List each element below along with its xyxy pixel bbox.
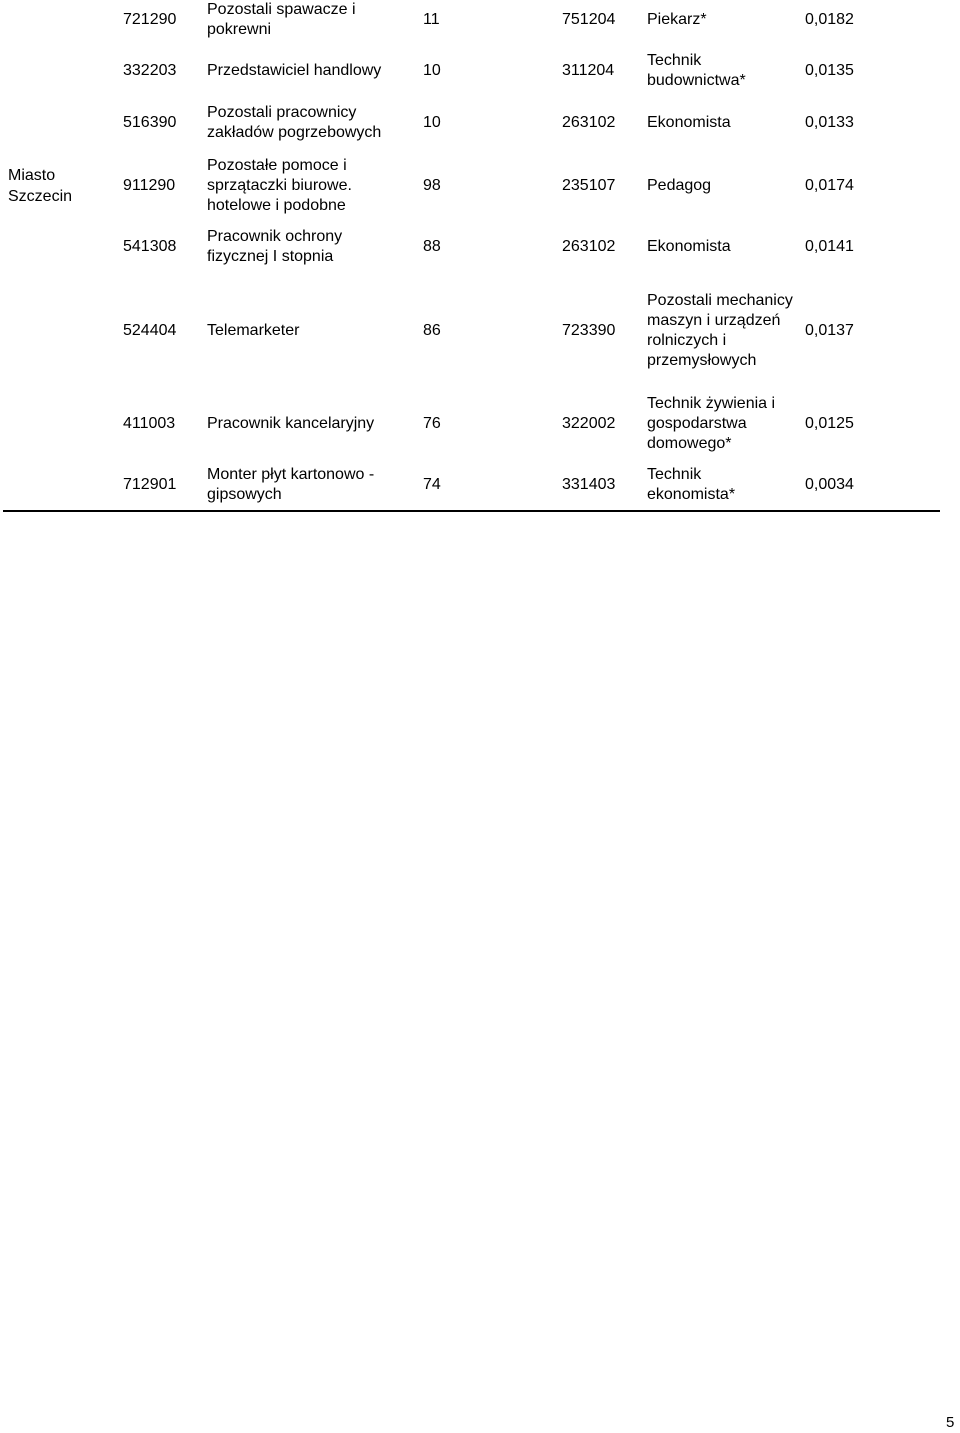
related-code: 263102 xyxy=(562,238,616,255)
table-row xyxy=(0,155,940,217)
ratio-value: 0,0133 xyxy=(805,114,854,131)
occupation-code: 516390 xyxy=(123,114,177,131)
table-row xyxy=(0,103,940,143)
table-row xyxy=(0,51,940,91)
occupation-count: 98 xyxy=(423,177,441,194)
related-code: 235107 xyxy=(562,177,616,194)
occupation-count: 11 xyxy=(423,11,440,28)
ratio-value: 0,0125 xyxy=(805,415,854,432)
related-code: 311204 xyxy=(562,62,615,79)
ratio-value: 0,0137 xyxy=(805,322,854,339)
related-name: Ekonomista xyxy=(647,238,731,255)
ratio-value: 0,0182 xyxy=(805,11,854,28)
occupation-name: Telemarketer xyxy=(207,322,300,339)
related-code: 723390 xyxy=(562,322,616,339)
occupation-count: 88 xyxy=(423,238,441,255)
occupation-code: 911290 xyxy=(123,177,176,194)
table-bottom-rule xyxy=(3,510,940,512)
related-code: 331403 xyxy=(562,476,616,493)
occupation-code: 541308 xyxy=(123,238,177,255)
occupation-count: 74 xyxy=(423,476,441,493)
occupation-count: 10 xyxy=(423,62,441,79)
related-name: Pedagog xyxy=(647,177,712,194)
occupation-code: 712901 xyxy=(123,476,177,493)
occupation-name: Przedstawiciel handlowy xyxy=(207,62,382,79)
occupation-code: 411003 xyxy=(123,415,176,432)
ratio-value: 0,0034 xyxy=(805,476,854,493)
related-code: 751204 xyxy=(562,11,616,28)
occupation-name: Monter płyt kartonowo - gipsowych xyxy=(207,466,375,503)
related-name: Piekarz* xyxy=(647,11,707,28)
occupation-name: Pozostali pracownicy zakładów pogrzebowych xyxy=(207,104,382,141)
related-code: 263102 xyxy=(562,114,616,131)
region-label: Miasto Szczecin xyxy=(8,167,73,205)
occupation-count: 86 xyxy=(423,322,441,339)
ratio-value: 0,0135 xyxy=(805,62,854,79)
table-row xyxy=(0,0,940,40)
occupation-name: Pracownik kancelaryjny xyxy=(207,415,375,432)
table-row xyxy=(0,393,940,455)
ratio-value: 0,0174 xyxy=(805,177,854,194)
table-row xyxy=(0,279,940,383)
occupation-code: 721290 xyxy=(123,11,177,28)
occupation-count: 10 xyxy=(423,114,441,131)
related-name: Technik żywienia i gospodarstwa domowego* xyxy=(647,395,776,452)
occupation-name: Pozostali spawacze i pokrewni xyxy=(207,1,356,38)
table-row xyxy=(0,465,940,505)
page-number: 5 xyxy=(946,1414,955,1431)
occupation-name: Pozostałe pomoce i sprzątaczki biurowe. hotelowe i podobne xyxy=(207,157,352,214)
table-row xyxy=(0,227,940,267)
related-code: 322002 xyxy=(562,415,616,432)
related-name: Technik budownictwa* xyxy=(647,52,746,89)
occupation-name: Pracownik ochrony fizycznej I stopnia xyxy=(207,228,343,265)
related-name: Ekonomista xyxy=(647,114,731,131)
related-name: Technik ekonomista* xyxy=(647,466,736,503)
occupation-code: 524404 xyxy=(123,322,177,339)
occupation-code: 332203 xyxy=(123,62,177,79)
occupation-count: 76 xyxy=(423,415,441,432)
related-name: Pozostali mechanicy maszyn i urządzeń rolniczych i przemysłowych xyxy=(647,292,793,369)
ratio-value: 0,0141 xyxy=(805,238,854,255)
